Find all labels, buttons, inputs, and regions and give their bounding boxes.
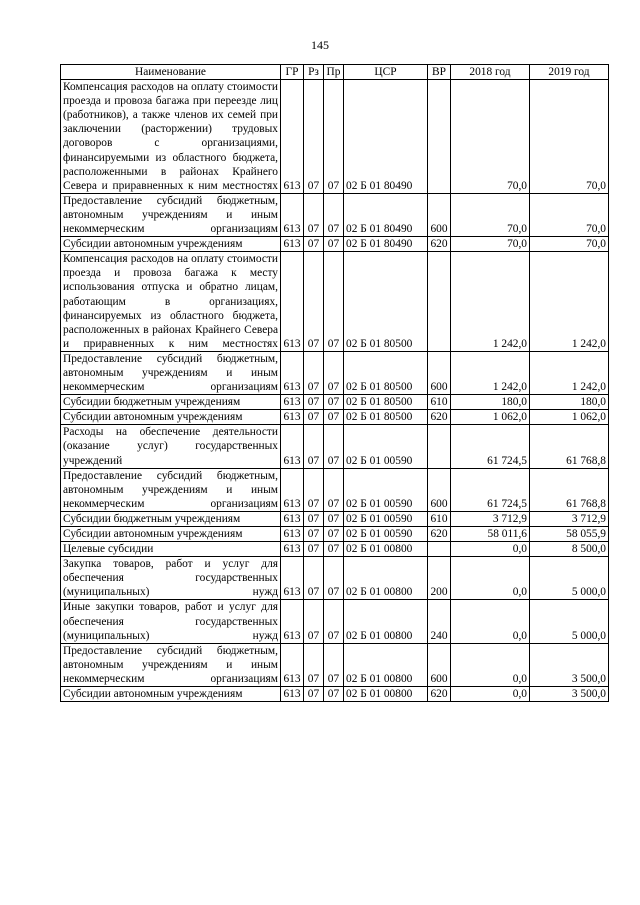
rz-cell: 07 <box>304 687 324 702</box>
name-cell: Закупка товаров, работ и услуг для обеспечения государственных (муниципальных) нужд <box>61 557 281 600</box>
table-row <box>61 557 609 600</box>
pr-cell: 07 <box>324 410 344 425</box>
amount-2018-cell: 61 724,5 <box>451 425 530 468</box>
name-cell: Субсидии бюджетным учреждениям <box>61 511 281 526</box>
table-row <box>61 542 609 557</box>
vr-cell: 600 <box>428 643 451 686</box>
page-number: 145 <box>311 38 329 52</box>
name-cell: Предоставление субсидий бюджетным, автономным учреждениям и иным некоммерческим организациям <box>61 193 281 236</box>
amount-2019-cell: 8 500,0 <box>530 542 609 557</box>
gr-cell: 613 <box>281 252 304 352</box>
gr-cell: 613 <box>281 395 304 410</box>
rz-cell: 07 <box>304 193 324 236</box>
gr-cell: 613 <box>281 351 304 394</box>
gr-cell: 613 <box>281 687 304 702</box>
pr-cell: 07 <box>324 80 344 194</box>
amount-2019-cell: 1 242,0 <box>530 252 609 352</box>
amount-2018-cell: 0,0 <box>451 643 530 686</box>
amount-2019-cell: 5 000,0 <box>530 557 609 600</box>
amount-2019-cell: 3 712,9 <box>530 511 609 526</box>
vr-cell: 620 <box>428 687 451 702</box>
rz-cell: 07 <box>304 395 324 410</box>
vr-cell: 620 <box>428 237 451 252</box>
name-cell: Предоставление субсидий бюджетным, автономным учреждениям и иным некоммерческим организациям <box>61 351 281 394</box>
table-row <box>61 643 609 686</box>
gr-cell: 613 <box>281 600 304 643</box>
rz-cell: 07 <box>304 252 324 352</box>
gr-cell: 613 <box>281 643 304 686</box>
amount-2018-cell: 58 011,6 <box>451 527 530 542</box>
header-rz: Рз <box>304 65 324 80</box>
gr-cell: 613 <box>281 237 304 252</box>
gr-cell: 613 <box>281 511 304 526</box>
rz-cell: 07 <box>304 80 324 194</box>
table-row <box>61 351 609 394</box>
pr-cell: 07 <box>324 511 344 526</box>
amount-2019-cell: 5 000,0 <box>530 600 609 643</box>
name-cell: Компенсация расходов на оплату стоимости проезда и провоза багажа к месту использования отпуска и обратно лицам, работающим в организациях, финансируемых из областного бюджета, расположенных в районах Крайнего Севера и приравненных к ним местностях <box>61 252 281 352</box>
table-row <box>61 395 609 410</box>
csr-cell: 02 Б 01 00800 <box>344 643 428 686</box>
name-cell: Субсидии автономным учреждениям <box>61 237 281 252</box>
amount-2019-cell: 61 768,8 <box>530 425 609 468</box>
rz-cell: 07 <box>304 527 324 542</box>
csr-cell: 02 Б 01 80490 <box>344 193 428 236</box>
amount-2018-cell: 70,0 <box>451 237 530 252</box>
amount-2019-cell: 180,0 <box>530 395 609 410</box>
budget-table <box>60 64 609 702</box>
gr-cell: 613 <box>281 80 304 194</box>
table-row <box>61 425 609 468</box>
vr-cell: 240 <box>428 600 451 643</box>
amount-2018-cell: 0,0 <box>451 687 530 702</box>
amount-2019-cell: 61 768,8 <box>530 468 609 511</box>
name-cell: Расходы на обеспечение деятельности (оказание услуг) государственных учреждений <box>61 425 281 468</box>
amount-2019-cell: 70,0 <box>530 237 609 252</box>
name-cell: Субсидии бюджетным учреждениям <box>61 395 281 410</box>
pr-cell: 07 <box>324 687 344 702</box>
csr-cell: 02 Б 01 00590 <box>344 468 428 511</box>
header-vr: ВР <box>428 65 451 80</box>
name-cell: Предоставление субсидий бюджетным, автономным учреждениям и иным некоммерческим организациям <box>61 643 281 686</box>
pr-cell: 07 <box>324 193 344 236</box>
amount-2018-cell: 3 712,9 <box>451 511 530 526</box>
rz-cell: 07 <box>304 425 324 468</box>
table-row <box>61 237 609 252</box>
csr-cell: 02 Б 01 00590 <box>344 527 428 542</box>
table-row <box>61 527 609 542</box>
pr-cell: 07 <box>324 425 344 468</box>
header-name: Наименование <box>61 65 281 80</box>
amount-2019-cell: 58 055,9 <box>530 527 609 542</box>
csr-cell: 02 Б 01 00800 <box>344 687 428 702</box>
amount-2019-cell: 1 062,0 <box>530 410 609 425</box>
vr-cell: 610 <box>428 395 451 410</box>
vr-cell: 620 <box>428 527 451 542</box>
amount-2018-cell: 61 724,5 <box>451 468 530 511</box>
pr-cell: 07 <box>324 351 344 394</box>
csr-cell: 02 Б 01 00800 <box>344 600 428 643</box>
vr-cell <box>428 80 451 194</box>
amount-2019-cell: 70,0 <box>530 80 609 194</box>
vr-cell <box>428 425 451 468</box>
amount-2018-cell: 70,0 <box>451 80 530 194</box>
pr-cell: 07 <box>324 600 344 643</box>
header-pr: Пр <box>324 65 344 80</box>
table-header-row <box>61 65 609 80</box>
gr-cell: 613 <box>281 527 304 542</box>
amount-2019-cell: 70,0 <box>530 193 609 236</box>
amount-2018-cell: 70,0 <box>451 193 530 236</box>
rz-cell: 07 <box>304 468 324 511</box>
amount-2018-cell: 180,0 <box>451 395 530 410</box>
rz-cell: 07 <box>304 237 324 252</box>
amount-2019-cell: 1 242,0 <box>530 351 609 394</box>
table-row <box>61 193 609 236</box>
csr-cell: 02 Б 01 80490 <box>344 237 428 252</box>
header-2019: 2019 год <box>530 65 609 80</box>
amount-2018-cell: 1 062,0 <box>451 410 530 425</box>
vr-cell: 610 <box>428 511 451 526</box>
gr-cell: 613 <box>281 542 304 557</box>
rz-cell: 07 <box>304 351 324 394</box>
table-body <box>61 80 609 702</box>
csr-cell: 02 Б 01 80500 <box>344 410 428 425</box>
table-row <box>61 511 609 526</box>
header-gr: ГР <box>281 65 304 80</box>
pr-cell: 07 <box>324 237 344 252</box>
name-cell: Иные закупки товаров, работ и услуг для обеспечения государственных (муниципальных) нужд <box>61 600 281 643</box>
amount-2019-cell: 3 500,0 <box>530 643 609 686</box>
rz-cell: 07 <box>304 410 324 425</box>
vr-cell <box>428 542 451 557</box>
csr-cell: 02 Б 01 00800 <box>344 542 428 557</box>
rz-cell: 07 <box>304 511 324 526</box>
vr-cell <box>428 252 451 352</box>
vr-cell: 600 <box>428 468 451 511</box>
csr-cell: 02 Б 01 80500 <box>344 252 428 352</box>
pr-cell: 07 <box>324 468 344 511</box>
pr-cell: 07 <box>324 643 344 686</box>
table-row <box>61 600 609 643</box>
vr-cell: 600 <box>428 351 451 394</box>
name-cell: Целевые субсидии <box>61 542 281 557</box>
header-2018: 2018 год <box>451 65 530 80</box>
table-row <box>61 468 609 511</box>
gr-cell: 613 <box>281 425 304 468</box>
pr-cell: 07 <box>324 395 344 410</box>
amount-2018-cell: 1 242,0 <box>451 252 530 352</box>
amount-2019-cell: 3 500,0 <box>530 687 609 702</box>
rz-cell: 07 <box>304 542 324 557</box>
name-cell: Субсидии автономным учреждениям <box>61 687 281 702</box>
name-cell: Субсидии автономным учреждениям <box>61 527 281 542</box>
table-row <box>61 687 609 702</box>
vr-cell: 620 <box>428 410 451 425</box>
csr-cell: 02 Б 01 80500 <box>344 351 428 394</box>
name-cell: Предоставление субсидий бюджетным, автономным учреждениям и иным некоммерческим организациям <box>61 468 281 511</box>
rz-cell: 07 <box>304 557 324 600</box>
table-row <box>61 252 609 352</box>
header-csr: ЦСР <box>344 65 428 80</box>
csr-cell: 02 Б 01 00590 <box>344 425 428 468</box>
rz-cell: 07 <box>304 600 324 643</box>
pr-cell: 07 <box>324 557 344 600</box>
gr-cell: 613 <box>281 193 304 236</box>
vr-cell: 600 <box>428 193 451 236</box>
name-cell: Субсидии автономным учреждениям <box>61 410 281 425</box>
pr-cell: 07 <box>324 252 344 352</box>
csr-cell: 02 Б 01 80500 <box>344 395 428 410</box>
rz-cell: 07 <box>304 643 324 686</box>
amount-2018-cell: 0,0 <box>451 600 530 643</box>
csr-cell: 02 Б 01 00590 <box>344 511 428 526</box>
pr-cell: 07 <box>324 542 344 557</box>
name-cell: Компенсация расходов на оплату стоимости проезда и провоза багажа при переезде лиц (работников), а также членов их семей при заключении (расторжении) трудовых договоров с организациями, финансируемыми из областного бюджета, расположенными в районах Крайнего Севера и приравненных к ним местностях <box>61 80 281 194</box>
gr-cell: 613 <box>281 557 304 600</box>
table-row <box>61 410 609 425</box>
csr-cell: 02 Б 01 80490 <box>344 80 428 194</box>
vr-cell: 200 <box>428 557 451 600</box>
table-row <box>61 80 609 194</box>
gr-cell: 613 <box>281 468 304 511</box>
amount-2018-cell: 0,0 <box>451 542 530 557</box>
pr-cell: 07 <box>324 527 344 542</box>
gr-cell: 613 <box>281 410 304 425</box>
amount-2018-cell: 0,0 <box>451 557 530 600</box>
amount-2018-cell: 1 242,0 <box>451 351 530 394</box>
csr-cell: 02 Б 01 00800 <box>344 557 428 600</box>
